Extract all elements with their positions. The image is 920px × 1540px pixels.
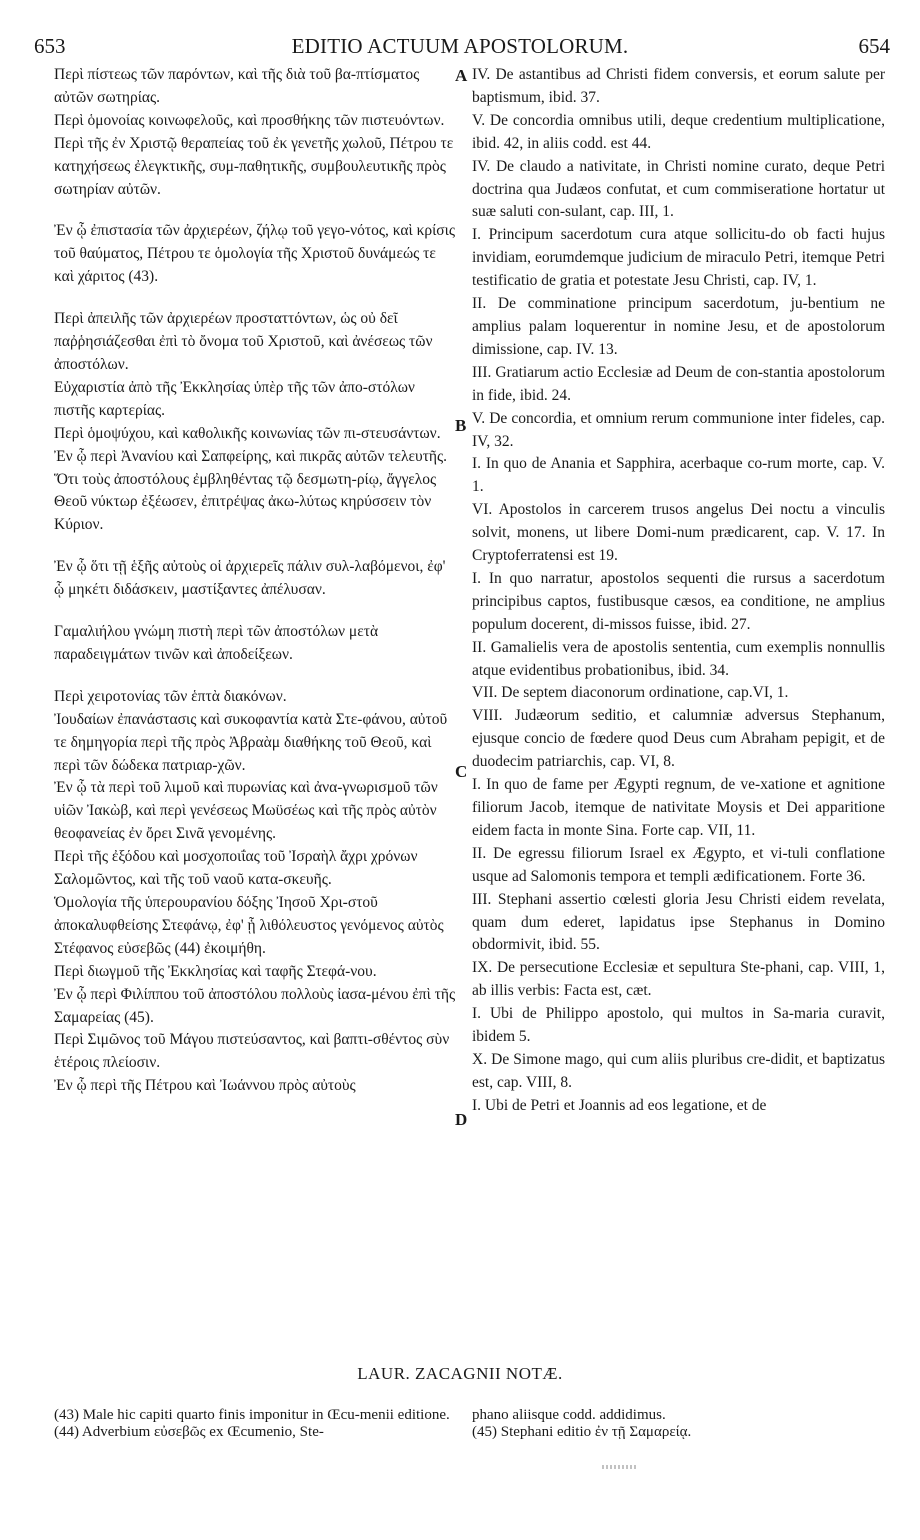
greek-entry: Περὶ ἀπειλῆς τῶν ἀρχιερέων προσταττόντων, ὡς οὐ δεῖ παῤῥησιάζεσθαι ἐπὶ τὸ ὄνομα τοῦ Χριστοῦ, καὶ ἀνέσεως τῶν ἀποστόλων. bbox=[54, 310, 433, 373]
margin-marker-c: C bbox=[455, 762, 468, 781]
latin-entry: III. Stephani assertio cœlesti gloria Jesu Christi eidem revelata, quam dum ederet, lapidatus ipse Stephanus in Domino obdormivit, ibid. 55. bbox=[472, 890, 885, 954]
notes-right-column bbox=[472, 1407, 872, 1441]
greek-entry: Ἐν ᾧ ὅτι τῇ ἑξῆς αὐτοὺς οἱ ἀρχιερεῖς πάλιν συλ-λαβόμενοι, ἐφ' ᾧ μηκέτι διδάσκειν, μαστίξαντες ἀπέλυσαν. bbox=[54, 558, 446, 599]
greek-entry: Περὶ διωγμοῦ τῆς Ἐκκλησίας καὶ ταφῆς Στεφά-νου. bbox=[54, 962, 377, 980]
greek-entry: Ἐν ᾧ ἐπιστασία τῶν ἀρχιερέων, ζήλῳ τοῦ γεγο-νότος, καὶ κρίσις τοῦ θαύματος, Πέτρου τε ὁμολογία τῆς Χριστοῦ δυνάμεώς τε καὶ χάριτος (43). bbox=[54, 222, 455, 286]
right-page-number: 654 bbox=[858, 34, 890, 58]
latin-entry: III. Gratiarum actio Ecclesiæ ad Deum de con-stantia apostolorum in fide, ibid. 24. bbox=[472, 363, 885, 404]
latin-entry: I. Ubi de Petri et Joannis ad eos legatione, et de bbox=[472, 1096, 767, 1114]
latin-entry: V. De concordia, et omnium rerum communione inter fideles, cap. IV, 32. bbox=[472, 409, 885, 450]
greek-entry: Περὶ ὁμοψύχου, καὶ καθολικῆς κοινωνίας τῶν πι-στευσάντων. bbox=[54, 424, 441, 442]
greek-entry: Ἐν ᾧ περὶ Φιλίππου τοῦ ἀποστόλου πολλοὺς ἰασα-μένου ἐπὶ τῆς Σαμαρείας (45). bbox=[54, 985, 456, 1026]
greek-entry: Ἰουδαίων ἐπανάστασις καὶ συκοφαντία κατὰ Στε-φάνου, αὐτοῦ τε δημηγορία περὶ τῆς πρὸς Ἀβραὰμ διαθήκης τοῦ Θεοῦ, καὶ περὶ τῶν δώδεκα πατριαρ-χῶν. bbox=[54, 710, 448, 774]
greek-column bbox=[54, 64, 458, 1098]
latin-entry: IV. De astantibus ad Christi fidem conversis, et eorum salute per baptismum, ibid. 37. bbox=[472, 66, 885, 106]
notes-left-column bbox=[54, 1407, 454, 1441]
greek-entry: Ὁμολογία τῆς ὑπερουρανίου δόξης Ἰησοῦ Χρι-στοῦ ἀποκαλυφθείσης Στεφάνῳ, ἐφ' ᾗ λιθόλευστος γενόμενος αὐτὸς Στέφανος εὐσεβῶς (44) ἐκοιμήθη. bbox=[54, 894, 444, 957]
latin-entry: II. De egressu filiorum Israel ex Ægypto, et vi-tuli conflatione usque ad Salomonis tempora et templi ædificationem. Forte 36. bbox=[472, 844, 885, 885]
greek-entry: Ἐν ᾧ περὶ Ἀνανίου καὶ Σαπφείρης, καὶ πικρᾶς αὐτῶν τελευτῆς. bbox=[54, 447, 448, 465]
latin-entry: I. Ubi de Philippo apostolo, qui multos in Sa-maria curavit, ibidem 5. bbox=[472, 1005, 885, 1046]
footnote: (43) Male hic capiti quarto finis imponitur in Œcu-menii editione. bbox=[54, 1407, 450, 1423]
greek-entry: Περὶ πίστεως τῶν παρόντων, καὶ τῆς διὰ τοῦ βα-πτίσματος αὐτῶν σωτηρίας. bbox=[54, 66, 420, 106]
print-speck bbox=[602, 1465, 636, 1469]
latin-entry: II. Gamalielis vera de apostolis sententia, cum exemplis nonnullis atque evidentibus probationibus, ibid. 34. bbox=[472, 638, 885, 679]
page-header bbox=[0, 34, 920, 60]
greek-entry: Περὶ χειροτονίας τῶν ἑπτὰ διακόνων. bbox=[54, 687, 287, 705]
latin-entry: I. In quo de Anania et Sapphira, acerbaque co-rum morte, cap. V. 1. bbox=[472, 455, 885, 496]
latin-entry: X. De Simone mago, qui cum aliis pluribus cre-didit, et baptizatus est, cap. VIII, 8. bbox=[472, 1050, 885, 1091]
latin-entry: II. De comminatione principum sacerdotum, ju-bentium ne amplius palam loquerentur in nomine Jesu, et de apostolorum dimissione, cap. IV. 13. bbox=[472, 295, 885, 358]
footnote: (44) Adverbium εὐσεβῶς ex Œcumenio, Ste- bbox=[54, 1424, 324, 1440]
latin-entry: V. De concordia omnibus utili, deque credentium multiplicatione, ibid. 42, in aliis codd. est 44. bbox=[472, 111, 885, 152]
latin-entry: IX. De persecutione Ecclesiæ et sepultura Ste-phani, cap. VIII, 1, ab illis verbis: Facta est, cæt. bbox=[472, 959, 885, 1000]
latin-entry: VII. De septem diaconorum ordinatione, cap.VI, 1. bbox=[472, 684, 789, 702]
footnote: (45) Stephani editio ἐν τῇ Σαμαρείᾳ. bbox=[472, 1424, 692, 1440]
margin-marker-d: D bbox=[455, 1110, 468, 1129]
latin-column bbox=[472, 64, 885, 1118]
latin-entry: IV. De claudo a nativitate, in Christi nomine curato, deque Petri doctrina qua Judæos confutat, et cum commiseratione hortatur ut suæ saluti con-sulant, cap. III, 1. bbox=[472, 157, 885, 221]
notes-title: LAUR. ZACAGNII NOTÆ. bbox=[357, 1364, 563, 1383]
greek-entry: Ἐν ᾧ περὶ τῆς Πέτρου καὶ Ἰωάννου πρὸς αὐτοὺς bbox=[54, 1077, 356, 1095]
greek-entry: Περὶ τῆς ἐν Χριστῷ θεραπείας τοῦ ἐκ γενετῆς χωλοῦ, Πέτρου τε κατηχήσεως ἐλεγκτικῆς, συμ-παθητικῆς, συμβουλευτικῆς πρὸς σωτηρίαν αὐτῶν. bbox=[54, 134, 454, 198]
footnote: phano aliisque codd. addidimus. bbox=[472, 1407, 666, 1423]
greek-entry: Περὶ ὁμονοίας κοινωφελοῦς, καὶ προσθήκης τῶν πιστευόντων. bbox=[54, 111, 445, 129]
left-page-number: 653 bbox=[34, 34, 66, 58]
latin-entry: VIII. Judæorum seditio, et calumniæ adversus Stephanum, ejusque concio de fœdere quod Deus cum Abraham pepigit, et de duodecim patriarchis, cap. VI, 8. bbox=[472, 707, 885, 771]
margin-marker-b: B bbox=[455, 416, 467, 435]
latin-entry: I. In quo de fame per Ægypti regnum, de ve-xatione et agnitione filiorum Jacob, itemque de nativitate Moysis et Dei apparitione eidem facta in monte Sina. Forte cap. VII, 11. bbox=[472, 776, 885, 839]
greek-entry: Γαμαλιήλου γνώμη πιστὴ περὶ τῶν ἀποστόλων μετὰ παραδειγμάτων τινῶν καὶ ἀποδείξεων. bbox=[54, 623, 379, 663]
latin-entry: I. In quo narratur, apostolos sequenti die rursus a sacerdotum principibus captos, fustibusque cæsos, ea conditione, ne amplius populum docerent, di-missos fuisse, ibid. 27. bbox=[472, 569, 885, 633]
page-title: EDITIO ACTUUM APOSTOLORUM. bbox=[291, 34, 629, 58]
margin-marker-a: A bbox=[455, 66, 468, 85]
greek-entry: Εὐχαριστία ἀπὸ τῆς Ἐκκλησίας ὑπὲρ τῆς τῶν ἀπο-στόλων πιστῆς καρτερίας. bbox=[54, 378, 415, 419]
greek-entry: Περὶ τῆς ἐξόδου καὶ μοσχοποιΐας τοῦ Ἰσραὴλ ἄχρι χρόνων Σαλομῶντος, καὶ τῆς τοῦ ναοῦ κατα-σκευῆς. bbox=[54, 848, 418, 889]
greek-entry: Ὅτι τοὺς ἀποστόλους ἐμβληθέντας τῷ δεσμωτη-ρίῳ, ἄγγελος Θεοῦ νύκτωρ ἐξέωσεν, ἐπιτρέψας ἀκω-λύτως κηρύσσειν τὸν Κύριον. bbox=[54, 470, 437, 534]
latin-entry: VI. Apostolos in carcerem trusos angelus Dei noctu a vinculis solvit, monens, ut libere Domi-num prædicarent, cap. V. 17. In Cryptoferratensi est 19. bbox=[472, 501, 885, 565]
latin-entry: I. Principum sacerdotum cura atque sollicitu-do ob facti hujus invidiam, eorumdemque judicium de miraculo Petri, itemque Petri testificatio de gratia et potestate Jesu Christi, cap. IV, 1. bbox=[472, 226, 885, 290]
greek-entry: Περὶ Σιμῶνος τοῦ Μάγου πιστεύσαντος, καὶ βαπτι-σθέντος σὺν ἑτέροις πλείοσιν. bbox=[54, 1031, 450, 1072]
greek-entry: Ἐν ᾧ τὰ περὶ τοῦ λιμοῦ καὶ πυρωνίας καὶ ἀνα-γνωρισμοῦ τῶν υἱῶν Ἰακὼβ, καὶ περὶ γενέσεως Μωϋσέως καὶ τῆς πρὸς αὐτὸν θεοφανείας ἐν ὄρει Σινᾶ γενομένης. bbox=[54, 779, 438, 843]
